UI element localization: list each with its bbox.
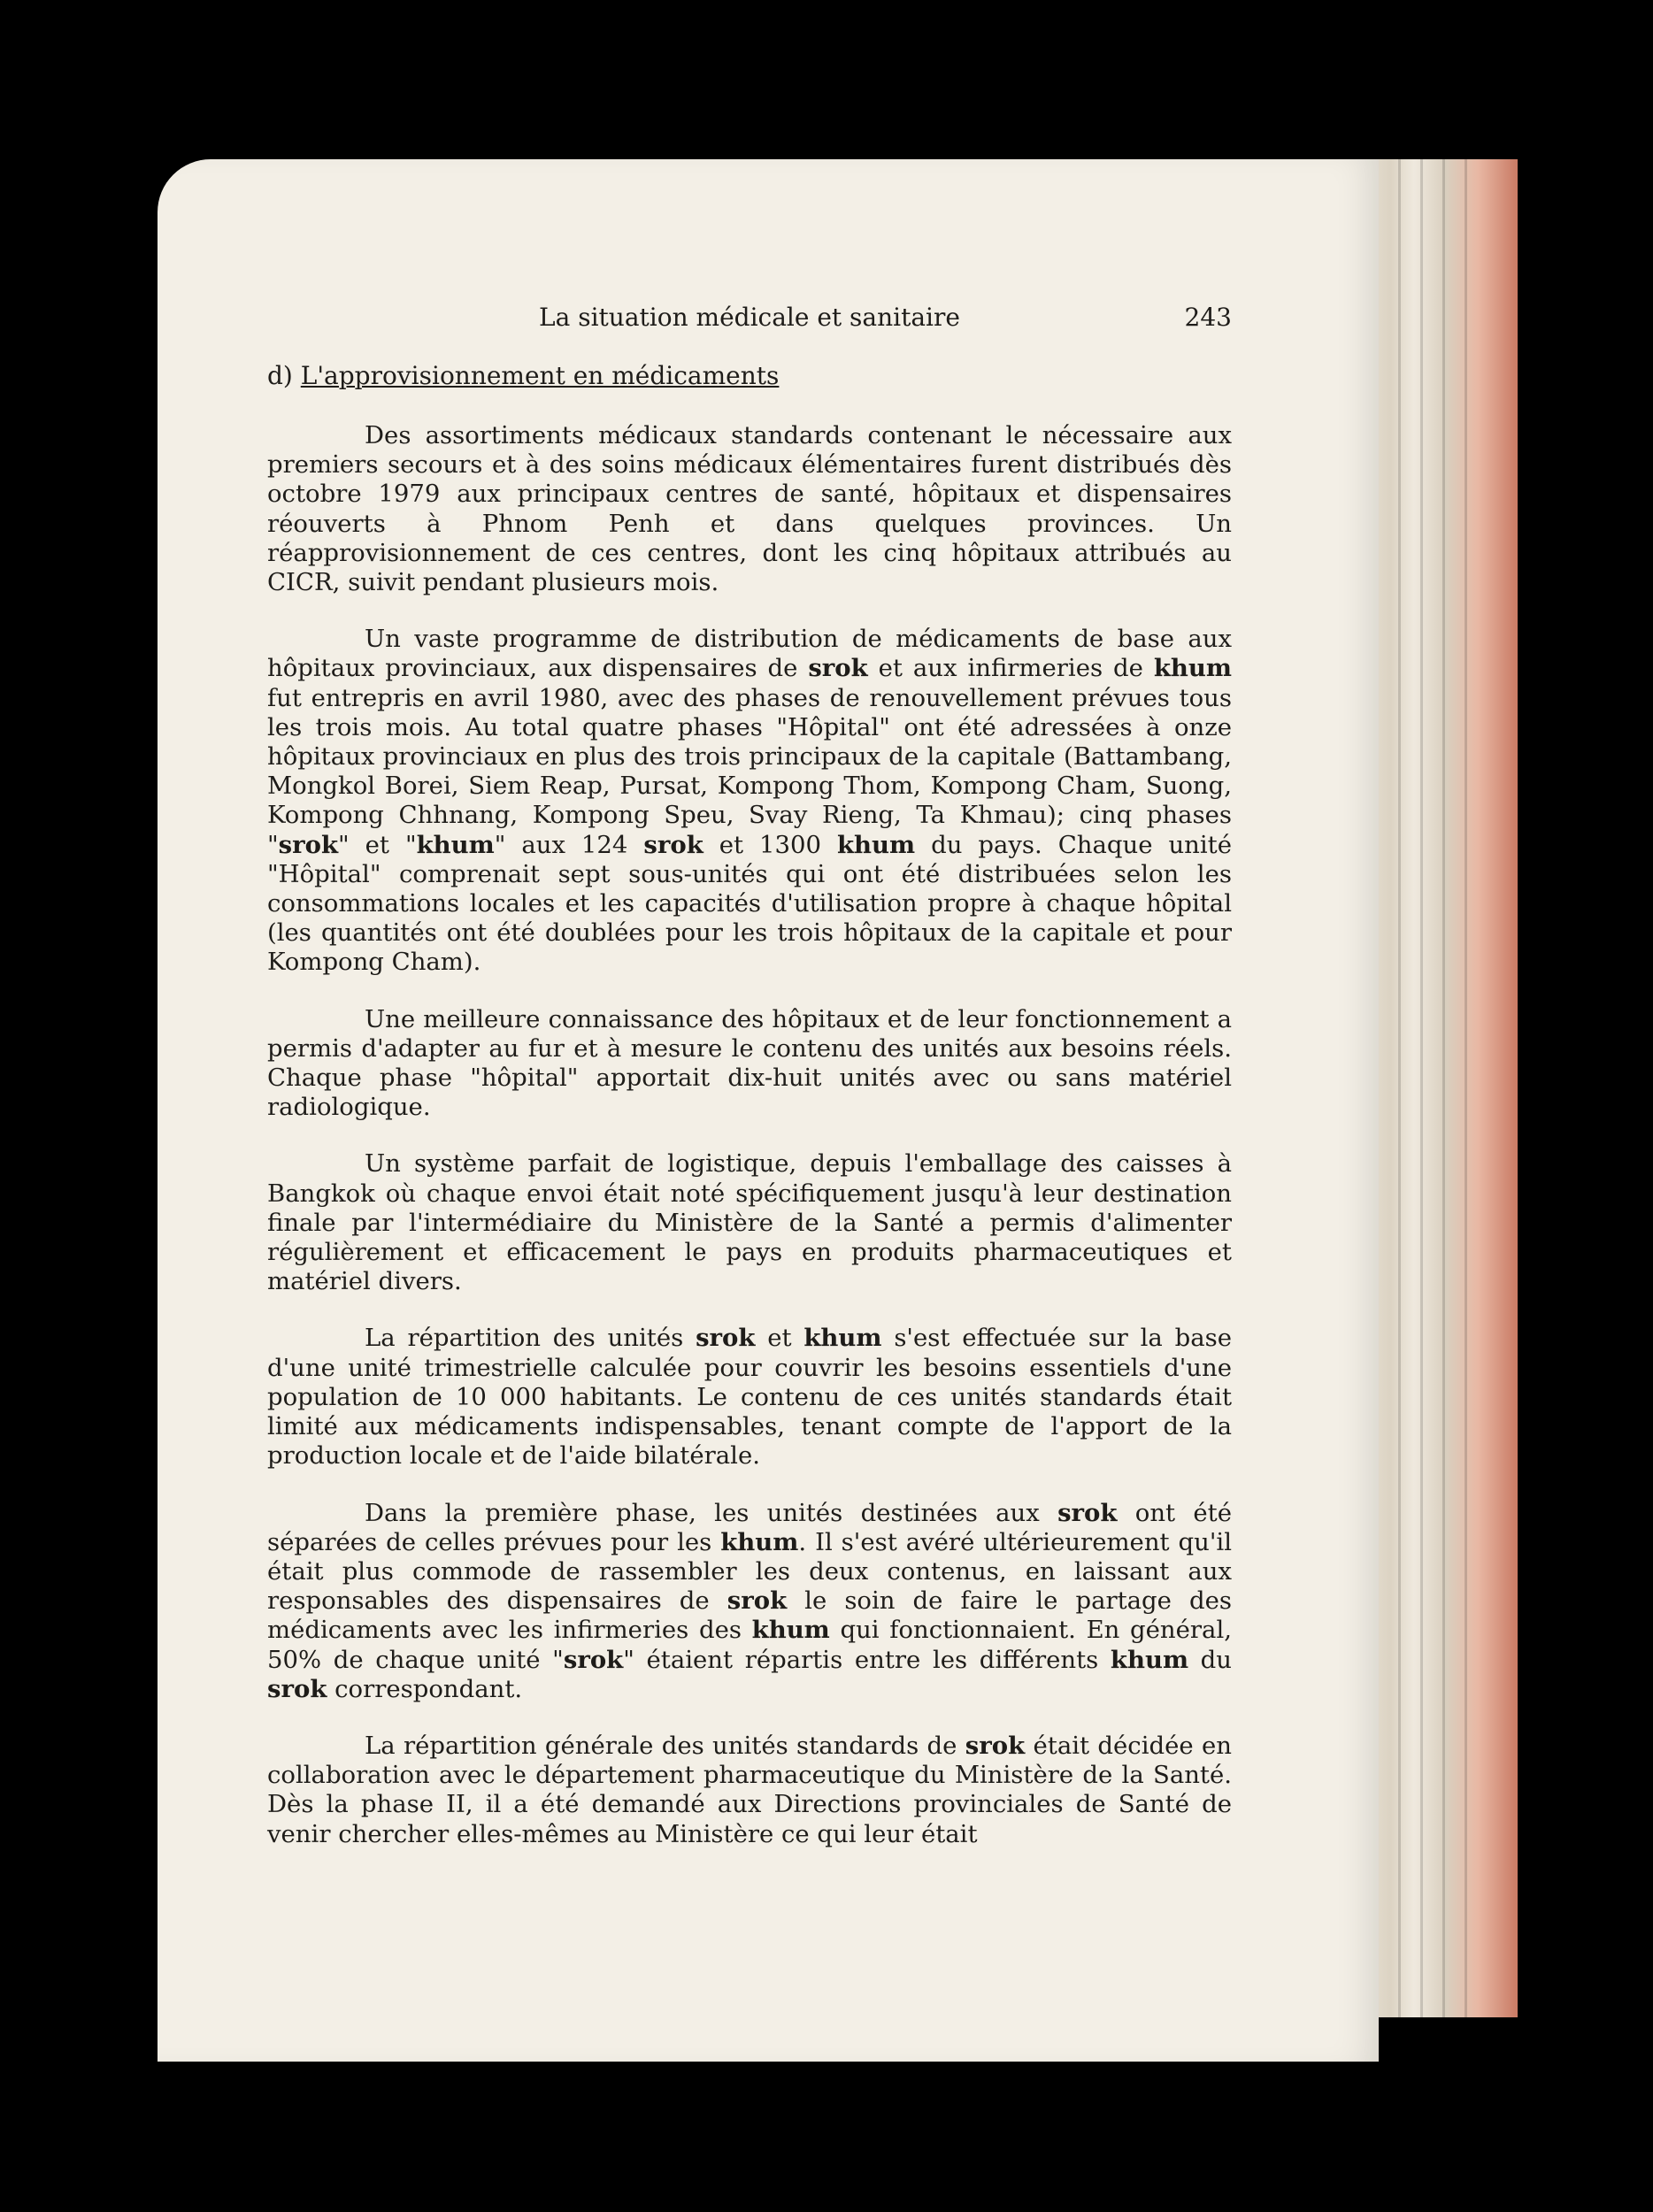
paragraph-1: Des assortiments médicaux standards contenant le nécessaire aux premiers secours et à des soins médicaux élémentaires furent distribués dès octobre 1979 aux principaux centres de santé, hôpitaux et dispensaires réouverts à Phnom Penh et dans quelques provinces. Un réapprovisionnement de ces centres, dont les cinq hôpitaux attribués au CICR, suivit pendant plusieurs mois. xyxy=(267,421,1232,597)
book-page-edges xyxy=(1358,159,1518,2017)
section-heading xyxy=(267,361,779,390)
bold-term: srok xyxy=(563,1645,624,1674)
running-head-title: La situation médicale et sanitaire xyxy=(539,303,960,332)
bold-term: khum xyxy=(751,1616,830,1645)
bold-term: khum xyxy=(1153,654,1232,683)
bold-term: srok xyxy=(696,1324,756,1353)
bold-term: srok xyxy=(278,830,339,859)
section-title: L'approvisionnement en médicaments xyxy=(300,361,780,390)
bold-term: srok xyxy=(727,1586,788,1616)
paragraph-3: Une meilleure connaissance des hôpitaux et de leur fonctionnement a permis d'adapter au fur et à mesure le contenu des unités aux besoins réels. Chaque phase "hôpital" apportait dix-huit unités avec ou sans matériel radiologique. xyxy=(267,1004,1232,1122)
body-text xyxy=(267,421,1232,1877)
paragraph-4: Un système parfait de logistique, depuis l'emballage des caisses à Bangkok où chaque envoi était noté spécifiquement jusqu'à leur destination finale par l'intermédiaire du Ministère de la Santé a permis d'alimenter régulièrement et efficacement le pays en produits pharmaceutiques et matériel divers. xyxy=(267,1149,1232,1296)
bold-term: srok xyxy=(808,654,868,683)
paragraph-2: Un vaste programme de distribution de médicaments de base aux hôpitaux provinciaux, aux dispensaires de srok et aux infirmeries de khum fut entrepris en avril 1980, avec des phases de renouvellement prévues tous les trois mois. Au total quatre phases "Hôpital" ont été adressées à onze hôpitaux provinciaux en plus des trois principaux de la capitale (Battambang, Mongkol Borei, Siem Reap, Pursat, Kompong Thom, Kompong Cham, Suong, Kompong Chhnang, Kompong Speu, Svay Rieng, Ta Khmau); cinq phases "srok" et "khum" aux 124 srok et 1300 khum du pays. Chaque unité "Hôpital" comprenait sept sous-unités qui ont été distribuées selon les consommations locales et les capacités d'utilisation propre à chaque hôpital (les quantités ont été doublées pour les trois hôpitaux de la capitale et pour Kompong Cham). xyxy=(267,625,1232,977)
section-prefix: d) xyxy=(267,361,293,390)
bold-term: khum xyxy=(720,1527,799,1556)
bold-term: srok xyxy=(1057,1498,1118,1527)
paragraph-5: La répartition des unités srok et khum s'est effectuée sur la base d'une unité trimestrielle calculée pour couvrir les besoins essentiels d'une population de 10 000 habitants. Le contenu de ces unités standards était limité aux médicaments indispensables, tenant compte de l'apport de la production locale et de l'aide bilatérale. xyxy=(267,1324,1232,1471)
page-number: 243 xyxy=(1184,303,1232,332)
bold-term: khum xyxy=(1110,1645,1189,1674)
running-head xyxy=(267,303,1232,338)
bold-term: srok xyxy=(267,1674,327,1703)
paragraph-6: Dans la première phase, les unités destinées aux srok ont été séparées de celles prévues pour les khum. Il s'est avéré ultérieurement qu'il était plus commode de rassembler les deux contenus, en laissant aux responsables des dispensaires de srok le soin de faire le partage des médicaments avec les infirmeries des khum qui fonctionnaient. En général, 50% de chaque unité "srok" étaient répartis entre les différents khum du srok correspondant. xyxy=(267,1498,1233,1703)
bold-term: khum xyxy=(837,830,916,859)
bold-term: khum xyxy=(416,830,495,859)
bold-term: srok xyxy=(965,1731,1026,1760)
paragraph-7: La répartition générale des unités standards de srok était décidée en collaboration avec le département pharmaceutique du Ministère de la Santé. Dès la phase II, il a été demandé aux Directions provinciales de Santé de venir chercher elles-mêmes au Ministère ce qui leur était xyxy=(267,1731,1232,1848)
bold-term: khum xyxy=(803,1324,882,1353)
bold-term: srok xyxy=(643,830,703,859)
